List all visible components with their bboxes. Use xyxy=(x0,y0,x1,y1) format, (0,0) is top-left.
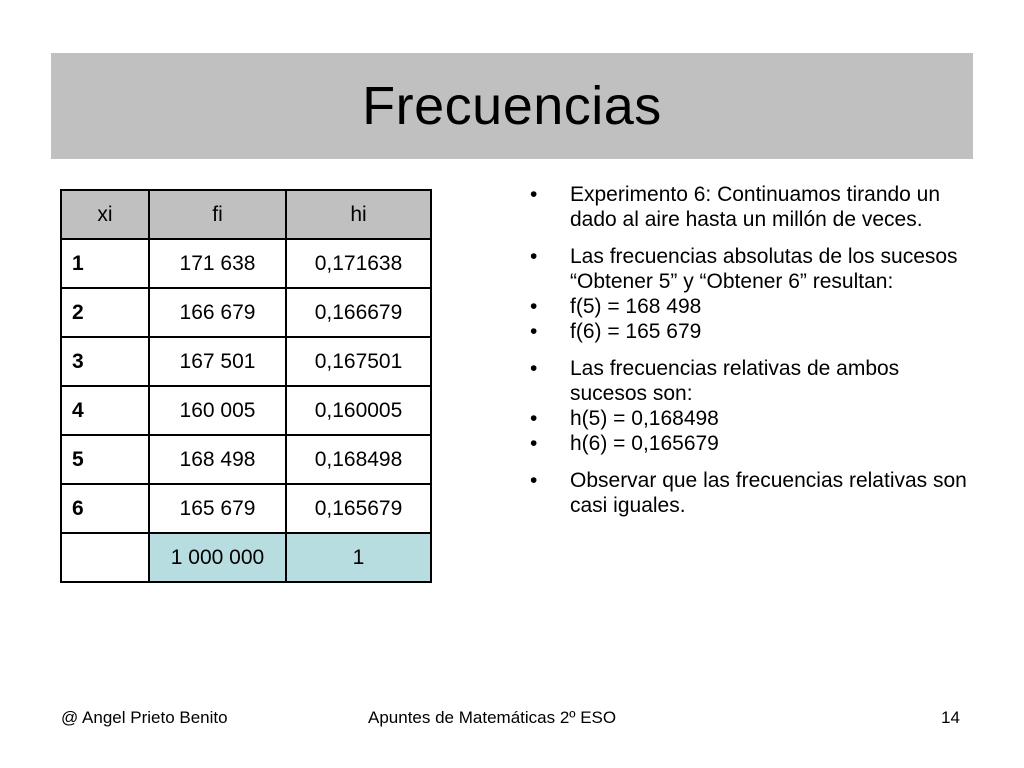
bullet-item xyxy=(530,406,970,431)
bullet-item xyxy=(530,319,970,344)
table-total-row xyxy=(61,533,431,582)
total-hi: 1 xyxy=(286,533,431,582)
bullet-text: Observar que las frecuencias relativas son casi iguales. xyxy=(570,469,967,517)
bullet-dot: • xyxy=(530,469,538,492)
table-row xyxy=(61,484,431,533)
bullet-item xyxy=(530,294,970,319)
bullet-dot: • xyxy=(530,432,538,455)
table-row xyxy=(61,386,431,435)
bullet-dot: • xyxy=(530,320,538,343)
table-header-row xyxy=(61,190,431,239)
cell-hi: 0,167501 xyxy=(286,337,431,386)
bullet-item xyxy=(530,468,970,518)
cell-xi: 4 xyxy=(61,386,149,435)
bullet-item xyxy=(530,244,970,294)
cell-hi: 0,165679 xyxy=(286,484,431,533)
table-row xyxy=(61,239,431,288)
cell-fi: 165 679 xyxy=(149,484,286,533)
total-fi: 1 000 000 xyxy=(149,533,286,582)
cell-xi: 6 xyxy=(61,484,149,533)
cell-hi: 0,171638 xyxy=(286,239,431,288)
bullet-item xyxy=(530,431,970,456)
bullet-dot: • xyxy=(530,407,538,430)
bullet-dot: • xyxy=(530,245,538,268)
bullet-dot: • xyxy=(530,295,538,318)
bullet-item xyxy=(530,356,970,406)
bullet-text: Las frecuencias absolutas de los sucesos “Obtener 5” y “Obtener 6” resultan: xyxy=(570,245,958,293)
footer-page-number: 14 xyxy=(941,708,960,727)
cell-xi: 1 xyxy=(61,239,149,288)
table-row xyxy=(61,337,431,386)
bullet-dot: • xyxy=(530,357,538,380)
cell-fi: 171 638 xyxy=(149,239,286,288)
bullet-item xyxy=(530,182,970,232)
cell-fi: 166 679 xyxy=(149,288,286,337)
header-hi: hi xyxy=(286,190,431,239)
frequency-table xyxy=(60,189,432,583)
title-banner xyxy=(51,53,973,159)
bullet-text: Experimento 6: Continuamos tirando un dado al aire hasta un millón de veces. xyxy=(570,183,941,231)
table-row xyxy=(61,435,431,484)
cell-hi: 0,160005 xyxy=(286,386,431,435)
cell-fi: 168 498 xyxy=(149,435,286,484)
cell-hi: 0,168498 xyxy=(286,435,431,484)
cell-fi: 167 501 xyxy=(149,337,286,386)
total-xi xyxy=(61,533,149,582)
bullet-text: h(5) = 0,168498 xyxy=(570,407,719,430)
bullet-text: f(6) = 165 679 xyxy=(570,320,702,343)
footer-course: Apuntes de Matemáticas 2º ESO xyxy=(368,708,617,727)
bullet-text: h(6) = 0,165679 xyxy=(570,432,719,455)
header-xi: xi xyxy=(61,190,149,239)
bullet-list xyxy=(530,182,970,518)
table-row xyxy=(61,288,431,337)
bullet-text: f(5) = 168 498 xyxy=(570,295,702,318)
bullet-text: Las frecuencias relativas de ambos sucesos son: xyxy=(570,357,900,405)
cell-hi: 0,166679 xyxy=(286,288,431,337)
cell-xi: 3 xyxy=(61,337,149,386)
cell-xi: 2 xyxy=(61,288,149,337)
cell-fi: 160 005 xyxy=(149,386,286,435)
slide-title: Frecuencias xyxy=(362,76,662,136)
header-fi: fi xyxy=(149,190,286,239)
bullet-dot: • xyxy=(530,183,538,206)
cell-xi: 5 xyxy=(61,435,149,484)
footer-author: @ Angel Prieto Benito xyxy=(61,708,228,727)
